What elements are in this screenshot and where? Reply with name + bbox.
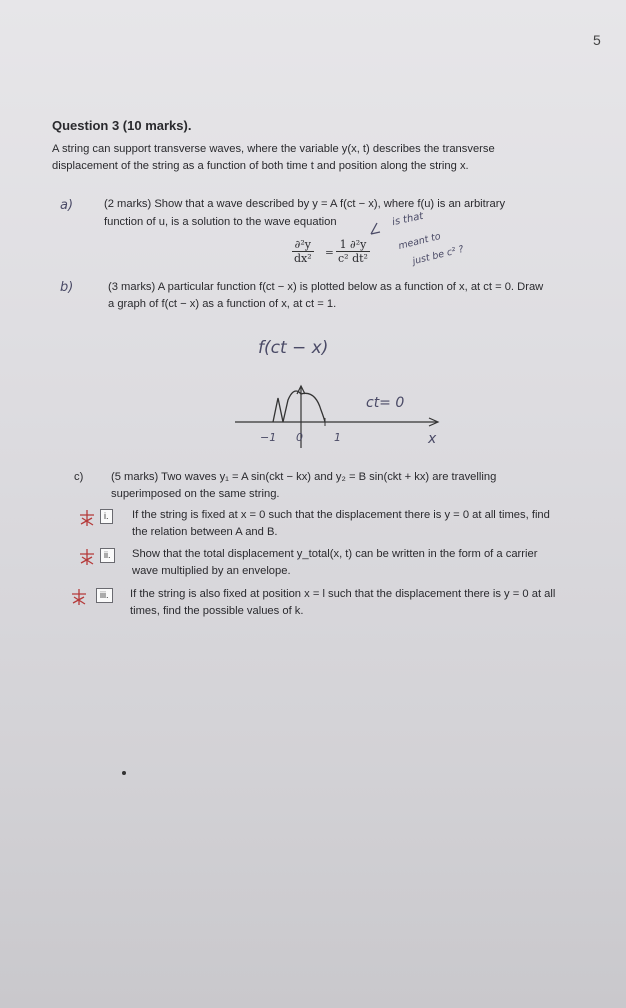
red-star-icon [78, 509, 96, 527]
item-iii-label: iii. [96, 588, 113, 603]
item-ii-label: ii. [100, 548, 115, 563]
equation-rhs-denominator: c² dt² [338, 252, 368, 265]
handwritten-note-line-2: meant to [397, 230, 442, 253]
wave-equation [292, 238, 387, 274]
part-a-marker: a) [60, 198, 74, 213]
tick-1-label: 1 [334, 431, 341, 444]
red-star-icon [70, 588, 88, 606]
handwritten-check-icon [368, 218, 388, 238]
intro-line-1: A string can support transverse waves, where the variable y(x, t) describes the transverse [52, 143, 495, 155]
item-iii-line-1: If the string is also fixed at position x = l such that the displacement there is y = 0 at all [130, 588, 556, 600]
part-a-line-1: (2 marks) Show that a wave described by y = A f(ct − x), where f(u) is an arbitrary [104, 198, 506, 210]
graph-title: f(ct − x) [258, 338, 329, 358]
equation-equals: = [325, 247, 334, 259]
part-a-line-2: function of u, is a solution to the wave equation [104, 216, 337, 228]
part-b-line-2: a graph of f(ct − x) as a function of x, at ct = 1. [108, 298, 337, 310]
equation-rhs-numerator: 1 ∂²y [336, 238, 370, 252]
item-i-label: i. [100, 509, 113, 524]
part-c-line-2: superimposed on the same string. [111, 488, 280, 500]
item-i-line-1: If the string is fixed at x = 0 such that the displacement there is y = 0 at all times, find [132, 509, 550, 521]
handwritten-note-line-1: is that [391, 210, 425, 229]
part-b-line-1: (3 marks) A particular function f(ct − x) is plotted below as a function of x, at ct = 0. Draw [108, 281, 544, 293]
item-iii-line-2: times, find the possible values of k. [130, 605, 304, 617]
page-number: 5 [593, 32, 601, 48]
tick-minus-1-label: −1 [260, 431, 277, 444]
intro-line-2: displacement of the string as a function of both time t and position along the string x. [52, 160, 469, 172]
red-star-icon [78, 548, 96, 566]
tick-0-label: 0 [296, 431, 303, 444]
graph-ct-label: ct= 0 [366, 395, 405, 411]
stray-dot [122, 771, 126, 775]
function-graph [225, 380, 455, 460]
part-b-marker: b) [60, 280, 74, 295]
part-c-marker: c) [74, 471, 84, 483]
item-ii-line-2: wave multiplied by an envelope. [132, 565, 291, 577]
equation-lhs-denominator: dx² [294, 252, 312, 265]
item-ii-line-1: Show that the total displacement y_total(x, t) can be written in the form of a carrier [132, 548, 538, 560]
item-i-line-2: the relation between A and B. [132, 526, 278, 538]
equation-lhs-numerator: ∂²y [292, 238, 314, 252]
graph-x-label: x [428, 431, 437, 447]
question-title: Question 3 (10 marks). [52, 118, 192, 133]
handwritten-note-line-3: just be c² ? [411, 243, 465, 268]
part-c-line-1: (5 marks) Two waves y₁ = A sin(ckt − kx) and y₂ = B sin(ckt + kx) are travelling [111, 471, 497, 483]
function-curve [273, 391, 325, 422]
